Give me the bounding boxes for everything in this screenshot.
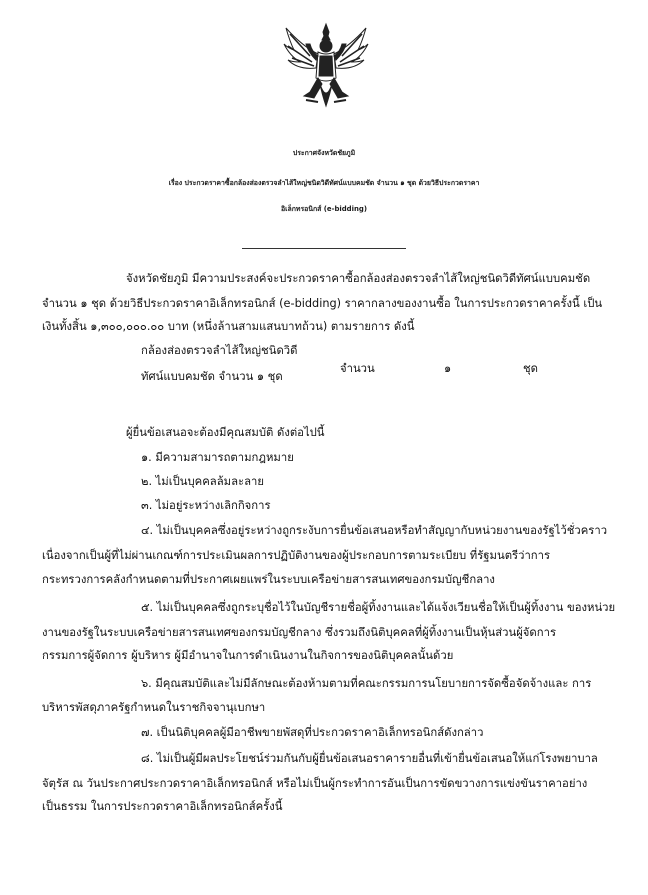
qualification-6-line-2: บริหารพัสดุภาครัฐกำหนดในราชกิจจานุเบกษา <box>42 701 266 714</box>
item-unit: ชุด <box>523 362 539 375</box>
qualification-3: ๓. ไม่อยู่ระหว่างเลิกกิจการ <box>141 499 271 512</box>
qualification-5-line-1: ๕. ไม่เป็นบุคคลซึ่งถูกระบุชื่อไว้ในบัญชีรายชื่อผู้ทิ้งงานและได้แจ้งเวียนชื่อให้เป็นผู้ทิ้งงาน ของหน่วย <box>141 601 616 614</box>
intro-line-2: จำนวน ๑ ชุด ด้วยวิธีประกวดราคาอิเล็กทรอนิกส์ (e-bidding) ราคากลางของงานซื้อ ในการประกวดราคาครั้งนี้ เป็น <box>42 297 603 310</box>
qualification-8-line-1: ๘. ไม่เป็นผู้มีผลประโยชน์ร่วมกันกับผู้ยื่นข้อเสนอราคารายอื่นที่เข้ายื่นข้อเสนอให้แก่โรงพยาบาล <box>141 752 598 765</box>
qualification-4-line-2: เนื่องจากเป็นผู้ที่ไม่ผ่านเกณฑ์การประเมินผลการปฏิบัติงานของผู้ประกอบการตามระเบียบ ที่รัฐมนตรีว่าการ <box>42 549 551 562</box>
qualification-5-line-3: กรรมการผู้จัดการ ผู้บริหาร ผู้มีอำนาจในการดำเนินงานในกิจการของนิติบุคคลนั้นด้วย <box>42 649 454 662</box>
intro-line-1: จังหวัดชัยภูมิ มีความประสงค์จะประกวดราคาซื้อกล้องส่องตรวจลำไส้ใหญ่ชนิดวิดีทัศน์แบบคมชัด <box>126 272 591 285</box>
qualification-8-line-2: จัตุรัส ณ วันประกาศประกวดราคาอิเล็กทรอนิกส์ หรือไม่เป็นผู้กระทำการอันเป็นการขัดขวางการแข่งขันราคาอย่าง <box>42 777 588 790</box>
item-name-line-1: กล้องส่องตรวจลำไส้ใหญ่ชนิดวิดี <box>141 344 298 357</box>
qualification-2: ๒. ไม่เป็นบุคคลล้มละลาย <box>141 475 264 488</box>
qualification-1: ๑. มีความสามารถตามกฎหมาย <box>141 451 294 464</box>
garuda-emblem-icon <box>280 22 372 114</box>
intro-line-3: เงินทั้งสิ้น ๑,๓๐๐,๐๐๐.๐๐ บาท (หนึ่งล้านสามแสนบาทถ้วน) ตามรายการ ดังนี้ <box>42 320 415 333</box>
item-name-line-2: ทัศน์แบบคมชัด จำนวน ๑ ชุด <box>141 370 283 383</box>
item-quantity-label: จำนวน <box>340 362 375 375</box>
qualification-5-line-2: งานของรัฐในระบบเครือข่ายสารสนเทศของกรมบัญชีกลาง ซึ่งรวมถึงนิติบุคคลที่ผู้ทิ้งงานเป็นหุ้นส่วนผู้จัดการ <box>42 626 557 639</box>
item-quantity-value: ๑ <box>444 362 452 375</box>
qualification-7: ๗. เป็นนิติบุคคลผู้มีอาชีพขายพัสดุที่ประกวดราคาอิเล็กทรอนิกส์ดังกล่าว <box>141 726 484 739</box>
title-divider <box>242 248 406 249</box>
announcement-subject-line-2: อิเล็กทรอนิกส์ (e-bidding) <box>281 205 367 213</box>
qualifications-heading: ผู้ยื่นข้อเสนอจะต้องมีคุณสมบัติ ดังต่อไปนี้ <box>126 426 325 439</box>
qualification-6-line-1: ๖. มีคุณสมบัติและไม่มีลักษณะต้องห้ามตามที่คณะกรรมการนโยบายการจัดซื้อจัดจ้างและ การ <box>141 677 592 690</box>
announcement-title: ประกาศจังหวัดชัยภูมิ <box>292 149 356 157</box>
announcement-subject-line-1: เรื่อง ประกวดราคาซื้อกล้องส่องตรวจลำไส้ใหญ่ชนิดวิดีทัศน์แบบคมชัด จำนวน ๑ ชุด ด้วยวิธีประกวดราคา <box>168 179 480 187</box>
qualification-8-line-3: เป็นธรรม ในการประกวดราคาอิเล็กทรอนิกส์ครั้งนี้ <box>42 800 283 813</box>
qualification-4-line-1: ๔. ไม่เป็นบุคคลซึ่งอยู่ระหว่างถูกระงับการยื่นข้อเสนอหรือทำสัญญากับหน่วยงานของรัฐไว้ชั่วคราว <box>141 524 608 537</box>
qualification-4-line-3: กระทรวงการคลังกำหนดตามที่ประกาศเผยแพร่ในระบบเครือข่ายสารสนเทศของกรมบัญชีกลาง <box>42 573 495 586</box>
